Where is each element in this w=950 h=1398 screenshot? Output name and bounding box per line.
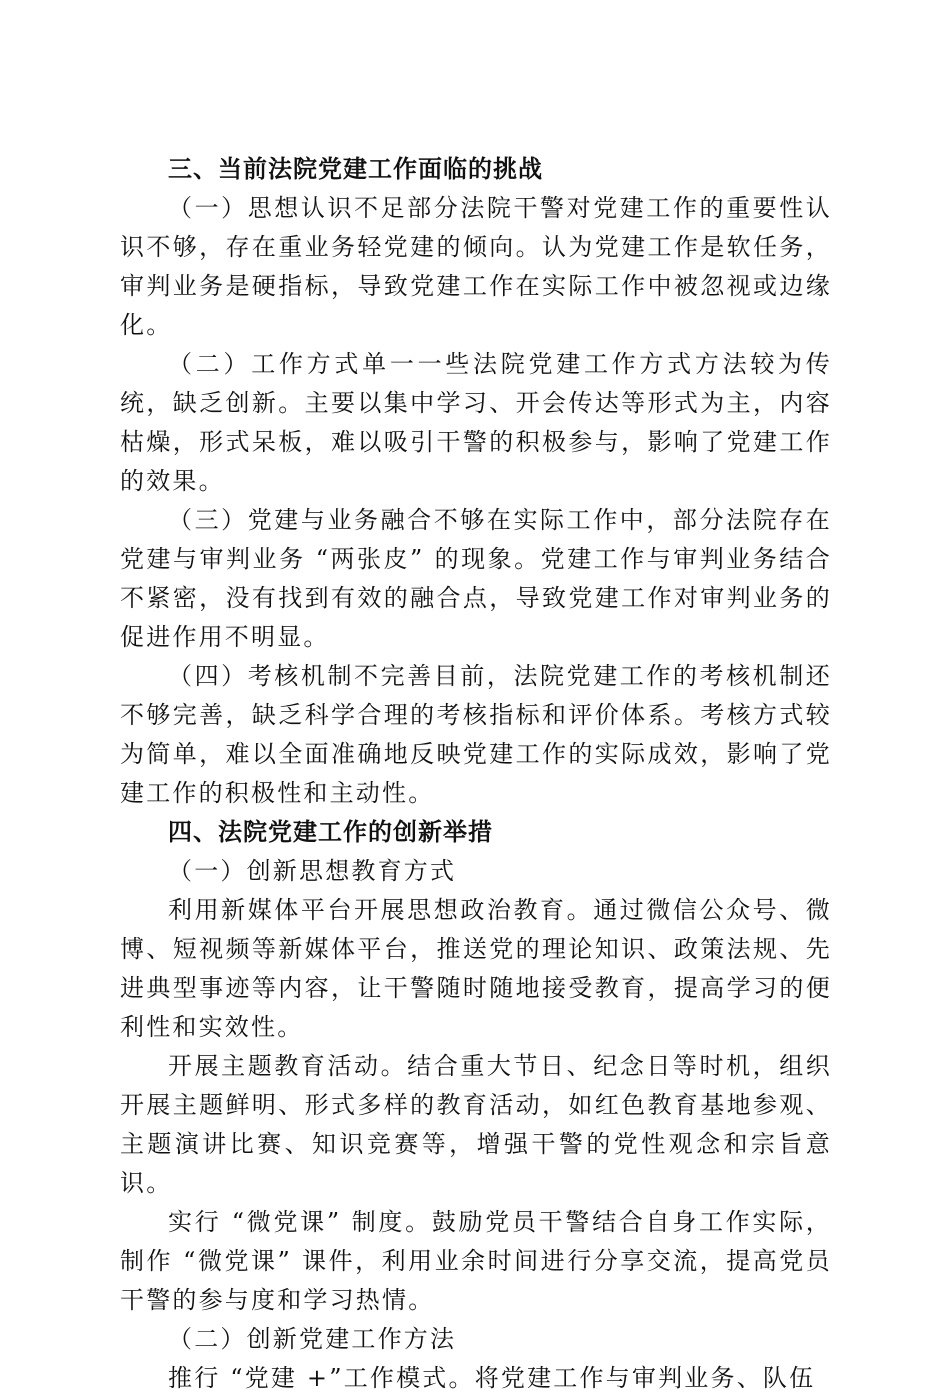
section-3-paragraph-2: （二）工作方式单一一些法院党建工作方式方法较为传统，缺乏创新。主要以集中学习、开会传达等形式为主，内容枯燥，形式呆板，难以吸引干警的积极参与，影响了党建工作的效果。 — [120, 350, 832, 495]
section-4-heading: 四、法院党建工作的创新举措 — [168, 818, 493, 846]
section-4-subheading-1: （一）创新思想教育方式 — [168, 857, 457, 885]
section-3-heading: 三、当前法院党建工作面临的挑战 — [168, 155, 543, 183]
section-4-paragraph-4: 推行 “党建 +”工作模式。将党建工作与审判业务、队伍 — [168, 1364, 816, 1392]
section-4-paragraph-1: 利用新媒体平台开展思想政治教育。通过微信公众号、微博、短视频等新媒体平台，推送党的理论知识、政策法规、先进典型事迹等内容，让干警随时随地接受教育，提高学习的便利性和实效性。 — [120, 896, 832, 1041]
section-4-paragraph-2: 开展主题教育活动。结合重大节日、纪念日等时机，组织开展主题鲜明、形式多样的教育活动，如红色教育基地参观、主题演讲比赛、知识竞赛等，增强干警的党性观念和宗旨意识。 — [120, 1052, 832, 1197]
section-3-paragraph-1: （一）思想认识不足部分法院干警对党建工作的重要性认识不够，存在重业务轻党建的倾向。认为党建工作是软任务，审判业务是硬指标，导致党建工作在实际工作中被忽视或边缘化。 — [120, 194, 832, 339]
section-3-paragraph-3: （三）党建与业务融合不够在实际工作中，部分法院存在党建与审判业务 “两张皮” 的现象。党建工作与审判业务结合不紧密，没有找到有效的融合点，导致党建工作对审判业务的促进作用不明显。 — [120, 506, 832, 651]
section-4-paragraph-3: 实行 “微党课” 制度。鼓励党员干警结合自身工作实际，制作 “微党课” 课件，利用业余时间进行分享交流，提高党员干警的参与度和学习热情。 — [120, 1208, 832, 1314]
document-body — [120, 150, 832, 1398]
section-4-subheading-2: （二）创新党建工作方法 — [168, 1325, 457, 1353]
section-3-paragraph-4: （四）考核机制不完善目前，法院党建工作的考核机制还不够完善，缺乏科学合理的考核指标和评价体系。考核方式较为简单，难以全面准确地反映党建工作的实际成效，影响了党建工作的积极性和主动性。 — [120, 662, 832, 807]
